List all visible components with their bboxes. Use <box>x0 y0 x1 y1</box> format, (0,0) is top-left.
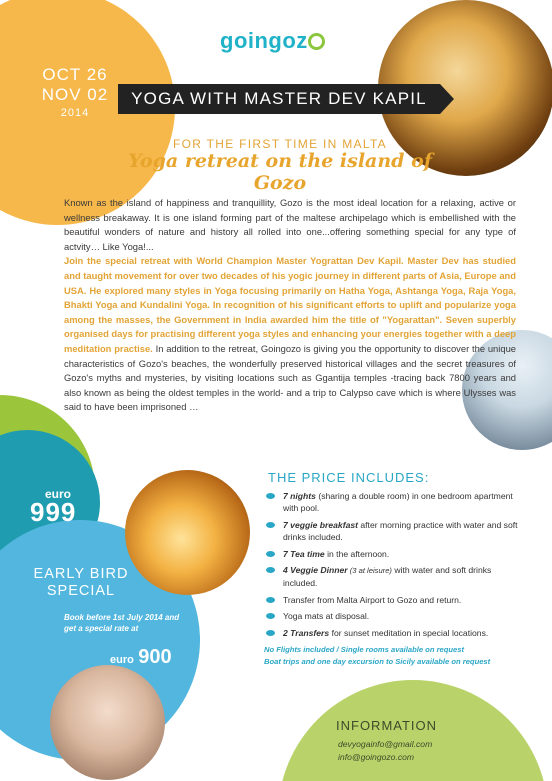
price-currency: euro <box>45 487 72 501</box>
price-amount: 999 <box>30 497 77 527</box>
logo-o-icon <box>308 33 325 50</box>
bullet-icon <box>266 613 275 619</box>
subheading: FOR THE FIRST TIME IN MALTA <box>172 137 387 151</box>
script-title: Yoga retreat on the island of Gozo <box>128 150 432 194</box>
early-bird-price <box>110 646 172 669</box>
outro-text: In addition to the retreat, Goingozo is giving you the opportunity to discover the unique characteristics of Gozo's beaches, the wonderfully preserved historical villages and the secret treasures of Gozo's myths and mysteries, by visiting locations such as Ggantija temples -tracing back 7800 years and also known as being the oldest temples in the world- and a trip to Calypso cave which is where Ulysses was said to have been imprisoned … <box>64 342 516 413</box>
list-item <box>263 519 525 544</box>
title-banner: YOGA WITH MASTER DEV KAPIL <box>118 84 440 114</box>
date-start: OCT 26 <box>42 65 108 84</box>
list-item <box>263 490 525 515</box>
contact-email-1[interactable]: devyogainfo@gmail.com <box>338 739 433 749</box>
list-item <box>263 610 525 622</box>
intro-text: Known as the island of happiness and tranquillity, Gozo is the most ideal location for a relaxing, active or wellness breakaway. It is one island forming part of the maltese archipelago which is embellished with the beautiful wonders of nature and history all rolled into one...offering something special for any type of actvity… Like Yoga!... <box>64 197 516 252</box>
bullet-icon <box>266 493 275 499</box>
item-text: (sharing a double room) in one bedroom apartment with pool. <box>283 491 513 514</box>
item-text: Transfer from Malta Airport to Gozo and return. <box>283 594 462 605</box>
item-bold: 7 Tea time <box>283 548 325 559</box>
note-line: No Flights included / Single rooms available on request <box>264 645 465 654</box>
item-text: Yoga mats at disposal. <box>283 611 370 622</box>
item-text: with water and soft drinks included. <box>283 565 492 589</box>
bullet-icon <box>266 630 275 636</box>
includes-list <box>263 490 525 643</box>
event-dates <box>20 65 130 119</box>
item-bold: 4 Veggie Dinner <box>283 565 348 576</box>
list-item <box>263 627 525 639</box>
item-bold: 7 nights <box>283 491 316 501</box>
bullet-icon <box>266 567 275 573</box>
highlight-text: Join the special retreat with World Champion Master Yograttan Dev Kapil. Master Dev has studied and taught movement for over two decades of his yogic journey in different parts of Asia, Europe and USA. He explored many styles in Yoga focusing primarily on Hatha Yoga, Ashtanga Yoga, Raja Yoga, Bhakti Yoga and Kundalini Yoga. In recognition of his significant efforts to uplift and popularize yoga among the masses, the Government in India awarded him the title of "Yogarattan". Seven superbly organised days for practising different yoga styles and enhancing your energies together with a deep meditation practise. <box>64 255 516 354</box>
date-end: NOV 02 <box>41 85 109 104</box>
early-bird-currency: euro <box>110 654 134 666</box>
information-heading: INFORMATION <box>336 718 438 733</box>
note-line: Boat trips and one day excursion to Sicily available on request <box>264 656 491 666</box>
early-bird-title: EARLY BIRD SPECIAL <box>33 566 129 599</box>
item-bold: 7 veggie breakfast <box>283 519 358 530</box>
availability-notes <box>264 644 544 667</box>
logo-text: goingoz <box>220 28 308 53</box>
bullet-icon <box>266 551 275 557</box>
item-bold: 2 Transfers <box>283 627 330 638</box>
description-text <box>64 196 516 415</box>
early-bird-amount: 900 <box>138 646 172 668</box>
date-year: 2014 <box>60 107 90 119</box>
item-note: (3 at leisure) <box>347 566 392 576</box>
list-item <box>263 594 525 606</box>
includes-heading: THE PRICE INCLUDES: <box>268 470 430 485</box>
item-text: for sunset meditation in special locations. <box>329 627 489 638</box>
list-item <box>263 548 525 560</box>
bullet-icon <box>266 522 275 528</box>
list-item <box>263 564 525 590</box>
bullet-icon <box>266 597 275 603</box>
contact-email-2[interactable]: info@goingozo.com <box>338 752 415 762</box>
early-bird-note: Book before 1st July 2014 and get a special rate at <box>64 613 180 633</box>
master-portrait-photo <box>50 665 165 780</box>
item-text: in the afternoon. <box>324 548 390 559</box>
item-text: after morning practice with water and soft drinks included. <box>283 519 518 543</box>
goingozo-logo <box>220 28 325 54</box>
sunset-yoga-photo <box>125 470 250 595</box>
